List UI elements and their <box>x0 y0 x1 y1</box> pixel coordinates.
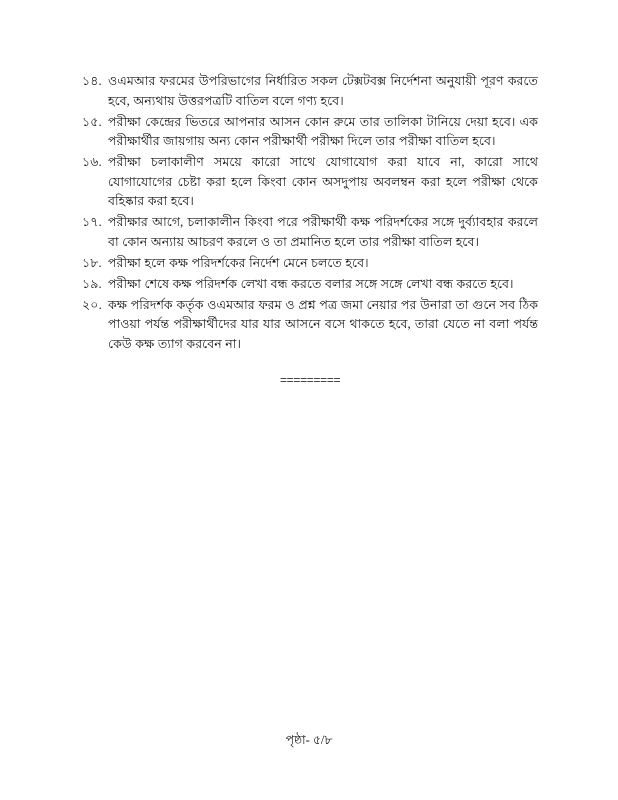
list-item <box>82 113 538 152</box>
list-item <box>82 153 538 212</box>
list-item-number: ১৮. <box>82 255 102 270</box>
list-item-number: ১৯. <box>82 276 102 291</box>
list-item <box>82 296 538 355</box>
list-item-text: পরীক্ষা হলে কক্ষ পরিদর্শকের নির্দেশ মেনে চলতে হবে। <box>108 255 369 270</box>
list-item-text: পরীক্ষা চলাকালীণ সময়ে কারো সাথে যোগাযোগ করা যাবে না, কারো সাথে যোগাযোগের চেষ্টা করা হলে কিংবা কোন অসদুপায় অবলম্বন করা হলে পরীক্ষা থেকে বহিষ্কার করা হবে। <box>108 155 538 208</box>
list-item-number: ১৫. <box>82 114 102 129</box>
section-divider: ========= <box>279 374 341 388</box>
list-item-text: পরীক্ষা শেষে কক্ষ পরিদর্শক লেখা বন্ধ করতে বলার সঙ্গে সঙ্গে লেখা বন্ধ করতে হবে। <box>108 276 514 291</box>
list-item <box>82 72 538 111</box>
list-item-number: ১৬. <box>82 155 102 169</box>
list-item-text: ওএমআর ফরমের উপরিভাগের নির্ধারিত সকল টেক্সটবক্স নির্দেশনা অনুযায়ী পূরণ করতে হবে, অন্যথায় উত্তরপত্রটি বাতিল বলে গণ্য হবে। <box>108 74 538 108</box>
list-item-text: পরীক্ষার আগে, চলাকালীন কিংবা পরে পরীক্ষার্থী কক্ষ পরিদর্শকের সঙ্গে দুর্ব্যাবহার করলে বা কোন অন্যায় আচরণ করলে ও তা প্রমানিত হলে তার পরীক্ষা বাতিল হবে। <box>108 215 538 249</box>
list-item <box>82 275 538 295</box>
list-item <box>82 254 538 274</box>
list-item-number: ১৭. <box>82 215 102 229</box>
list-item <box>82 213 538 252</box>
list-item-text: কক্ষ পরিদর্শক কর্তৃক ওএমআর ফরম ও প্রশ্ন পত্র জমা নেয়ার পর উনারা তা গুনে সব ঠিক পাওয়া পর্যন্ত পরীক্ষার্থীদের যার যার আসনে বসে থাকতে হবে, তারা যেতে না বলা পর্যন্ত কেউ কক্ষ ত্যাগ করবেন না। <box>108 297 538 351</box>
list-item-text: পরীক্ষা কেন্দ্রের ভিতরে আপনার আসন কোন রুমে তার তালিকা টানিয়ে দেয়া হবে। এক পরীক্ষার্থীর জায়গায় অন্য কোন পরীক্ষার্থী পরীক্ষা দিলে তার পরীক্ষা বাতিল হবে। <box>108 114 538 148</box>
page-number-footer: পৃষ্ঠা- ৫/৮ <box>285 733 333 747</box>
list-item-number: ২০. <box>82 297 102 312</box>
instruction-list <box>82 72 538 388</box>
list-item-number: ১৪. <box>82 74 102 88</box>
